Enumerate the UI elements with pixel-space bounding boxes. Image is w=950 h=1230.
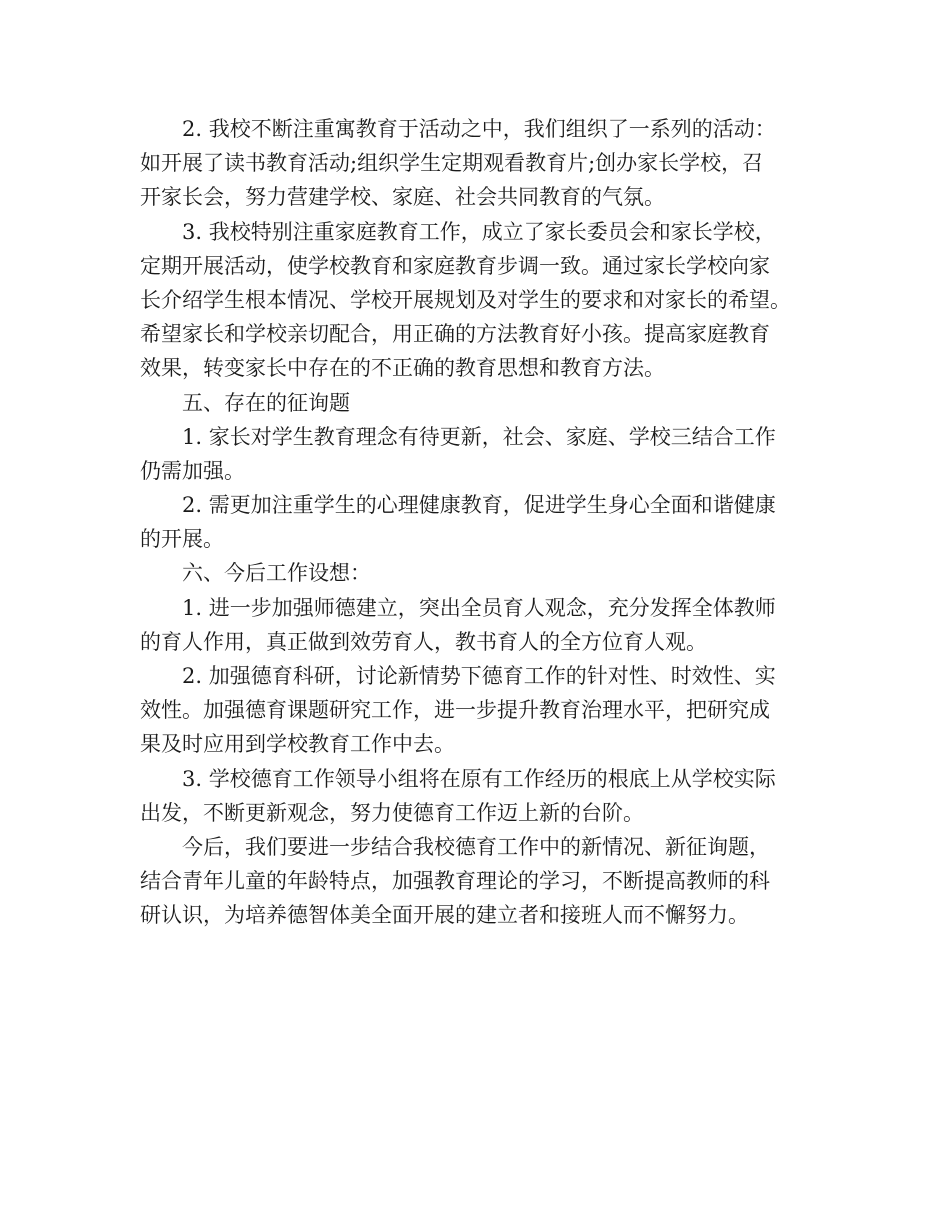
paragraph-family-education (140, 215, 830, 386)
heading-line: 六、今后工作设想： (182, 561, 371, 586)
text-line: 果及时应用到学校教育工作中去。 (140, 732, 455, 757)
text-line: 出发，不断更新观念，努力使德育工作迈上新的台阶。 (140, 800, 644, 825)
heading-line: 五、存在的征询题 (182, 390, 350, 415)
text-line: 仍需加强。 (140, 458, 245, 483)
text-line: 的开展。 (140, 527, 224, 552)
text-line: 长介绍学生根本情况、学校开展规划及对学生的要求和对家长的希望。 (140, 287, 791, 312)
paragraph-conclusion (140, 830, 830, 933)
text-line: 今后，我们要进一步结合我校德育工作中的新情况、新征询题， (182, 834, 770, 859)
paragraph-problem-2 (140, 488, 830, 556)
text-line: 定期开展活动，使学校教育和家庭教育步调一致。通过家长学校向家 (140, 253, 770, 278)
text-line: 2. 我校不断注重寓教育于活动之中，我们组织了一系列的活动： (182, 117, 776, 141)
text-line: 效性。加强德育课题研究工作，进一步提升教育治理水平，把研究成 (140, 698, 770, 723)
paragraph-plan-2 (140, 659, 830, 762)
section-heading-problems (140, 386, 830, 420)
text-line: 3. 我校特别注重家庭教育工作，成立了家长委员会和家长学校， (182, 219, 776, 244)
text-line: 效果，转变家长中存在的不正确的教育思想和教育方法。 (140, 356, 665, 381)
paragraph-plan-3 (140, 762, 830, 830)
text-line: 2. 加强德育科研，讨论新情势下德育工作的针对性、时效性、实 (182, 664, 776, 688)
text-line: 1. 家长对学生教育理念有待更新，社会、家庭、学校三结合工作 (182, 424, 776, 449)
paragraph-plan-1 (140, 591, 830, 659)
text-line: 研认识，为培养德智体美全面开展的建立者和接班人而不懈努力。 (140, 903, 749, 928)
paragraph-problem-1 (140, 420, 830, 488)
paragraph-school-activities (140, 112, 830, 215)
text-line: 的育人作用，真正做到效劳育人，教书育人的全方位育人观。 (140, 629, 707, 654)
document-body (140, 112, 830, 933)
text-line: 希望家长和学校亲切配合，用正确的方法教育好小孩。提高家庭教育 (140, 322, 770, 347)
text-line: 开家长会，努力营建学校、家庭、社会共同教育的气氛。 (140, 185, 665, 210)
text-line: 2. 需更加注重学生的心理健康教育，促进学生身心全面和谐健康 (182, 493, 776, 518)
text-line: 3. 学校德育工作领导小组将在原有工作经历的根底上从学校实际 (182, 766, 776, 791)
text-line: 1. 进一步加强师德建立，突出全员育人观念，充分发挥全体教师 (182, 595, 776, 620)
text-line: 如开展了读书教育活动;组织学生定期观看教育片;创办家长学校，召 (140, 151, 764, 176)
text-line: 结合青年儿童的年龄特点，加强教育理论的学习，不断提高教师的科 (140, 869, 770, 894)
section-heading-future-plans (140, 556, 830, 590)
